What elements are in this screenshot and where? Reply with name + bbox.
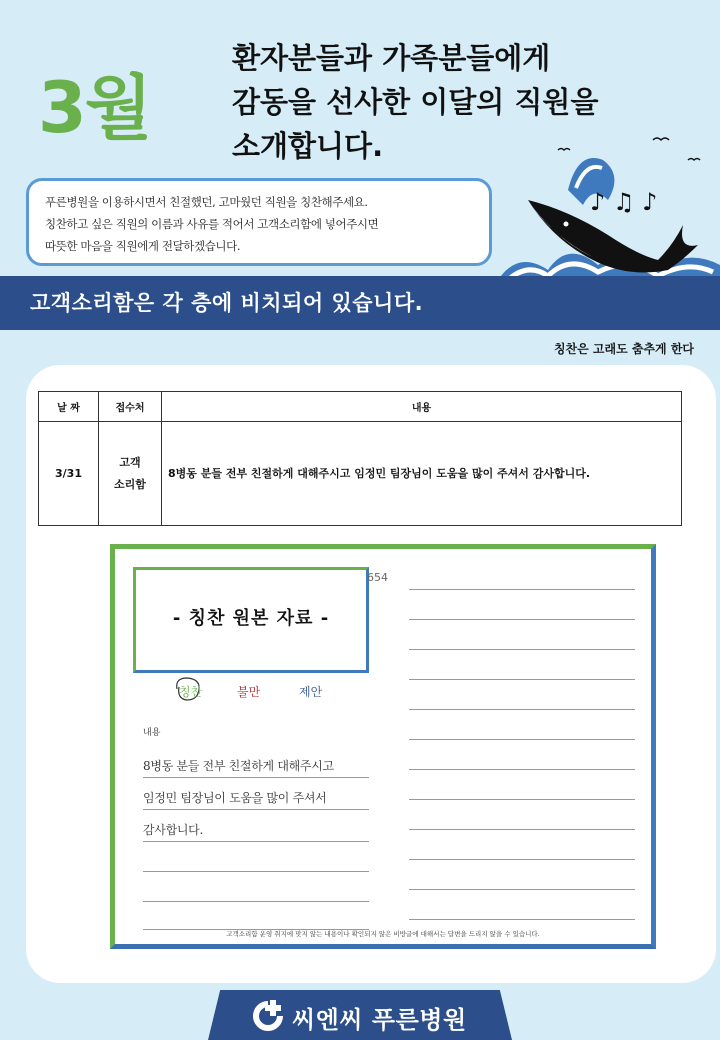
option-praise: 칭찬 [179, 685, 203, 699]
left-rule [143, 901, 369, 902]
cell-source [99, 422, 162, 526]
right-rule [409, 919, 635, 920]
cell-content: 8병동 분들 전부 친절하게 대해주시고 임정민 팀장님이 도움을 많이 주셔서 감사합니다. [162, 422, 682, 526]
form-title-box [133, 567, 369, 673]
left-rule [143, 841, 369, 842]
handwriting-line: 임정민 팀장님이 도움을 많이 주셔서 [143, 791, 327, 805]
source-line: 고객 [119, 455, 141, 469]
original-praise-form [110, 544, 656, 949]
whale-eye [564, 222, 569, 227]
note-line: 푸른병원을 이용하시면서 친절했던, 고마웠던 직원을 칭찬해주세요. [45, 195, 368, 209]
handwriting-line: 감사합니다. [143, 823, 203, 837]
music-notes: ♪ ♫ ♪ [590, 188, 658, 216]
form-number: 654 [367, 571, 388, 584]
right-rule [409, 709, 635, 710]
header-source: 접수처 [99, 392, 162, 422]
bird [653, 138, 669, 140]
right-rule [409, 649, 635, 650]
bird [688, 159, 700, 161]
intro-note-box [26, 178, 492, 266]
headline-line: 소개합니다. [232, 129, 384, 163]
header-content: 내용 [162, 392, 682, 422]
right-rule [409, 889, 635, 890]
right-rule [409, 799, 635, 800]
note-line: 칭찬하고 싶은 직원의 이름과 사유를 적어서 고객소리함에 넣어주시면 [45, 217, 379, 231]
headline-line: 감동을 선사한 이달의 직원을 [232, 85, 599, 119]
note-line: 따뜻한 마음을 직원에게 전달하겠습니다. [45, 239, 241, 253]
cell-date: 3/31 [39, 422, 99, 526]
handwriting-line: 8병동 분들 전부 친절하게 대해주시고 [143, 759, 334, 773]
form-footer-note: 고객소리함 운영 취지에 맞지 않는 내용이나 확인되지 않은 비방글에 대해서는 답변을 드리지 않을 수 있습니다. [226, 930, 540, 938]
right-rule [409, 829, 635, 830]
notice-banner: 고객소리함은 각 층에 비치되어 있습니다. [0, 276, 720, 330]
form-title: - 칭찬 원본 자료 - [172, 608, 330, 629]
praise-table [38, 391, 682, 526]
right-rule [409, 679, 635, 680]
form-content-label: 내용 [143, 728, 161, 738]
option-complaint: 불만 [237, 685, 261, 699]
table-header-row [39, 392, 682, 422]
bird [558, 149, 570, 151]
table-row [39, 422, 682, 526]
right-rule [409, 739, 635, 740]
header-date: 날 짜 [39, 392, 99, 422]
right-rule [409, 859, 635, 860]
left-rule [143, 809, 369, 810]
source-line: 소리함 [114, 477, 146, 491]
hospital-logo-icon [250, 998, 286, 1034]
headline-line: 환자분들과 가족분들에게 [232, 41, 551, 75]
right-rule [409, 589, 635, 590]
footer-brand: 씨엔씨 푸른병원 [292, 1006, 467, 1034]
tagline: 칭찬은 고래도 춤추게 한다 [553, 342, 694, 356]
option-suggestion: 제안 [299, 685, 323, 699]
left-rule [143, 871, 369, 872]
right-rule [409, 769, 635, 770]
right-rule [409, 619, 635, 620]
month-title: 3월 [38, 67, 151, 149]
left-rule [143, 777, 369, 778]
